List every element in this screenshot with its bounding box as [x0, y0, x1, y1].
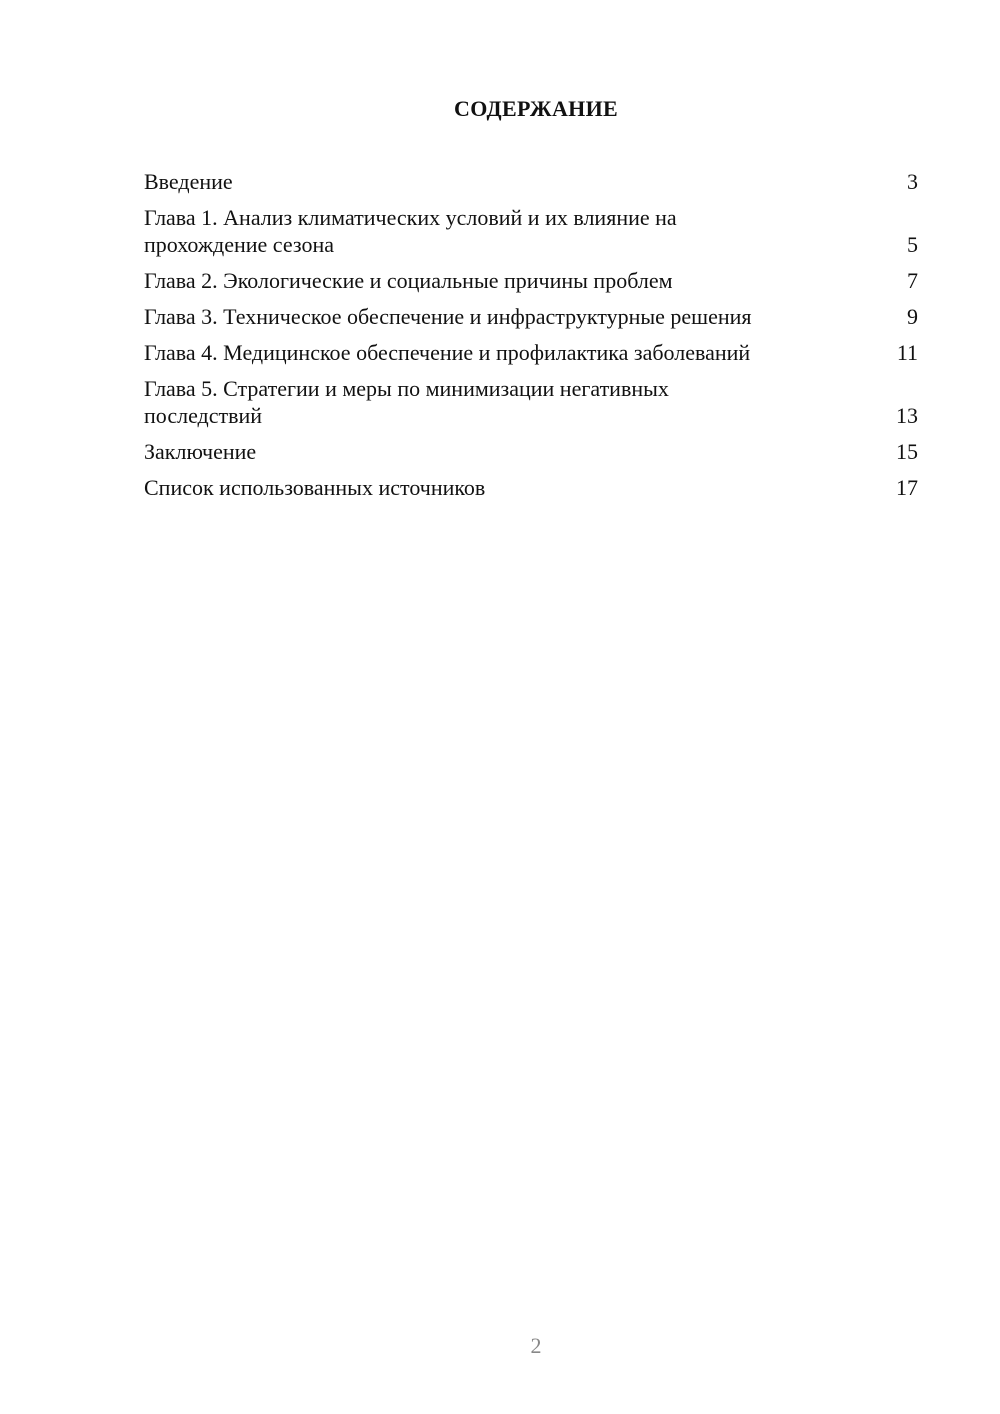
- toc-entry-title: Глава 1. Анализ климатических условий и их влияние на прохождение сезона: [144, 205, 677, 257]
- toc-entry-chapter-2[interactable]: [144, 267, 918, 294]
- toc-entry-title: Глава 4. Медицинское обеспечение и профилактика заболеваний: [144, 340, 751, 365]
- toc-entry-title: Заключение: [144, 439, 257, 464]
- toc-entry-title: Глава 5. Стратегии и меры по минимизации негативных последствий: [144, 376, 669, 428]
- toc-entry-page: 17: [896, 475, 918, 500]
- toc-entry-chapter-5[interactable]: [144, 375, 918, 429]
- toc-entry-page: 5: [907, 232, 918, 257]
- toc-entry-title: Введение: [144, 169, 233, 194]
- toc-entry-page: 11: [896, 340, 918, 365]
- page-number: 2: [530, 1333, 542, 1358]
- toc-entry-page: 13: [896, 403, 918, 428]
- toc-entry-chapter-3[interactable]: [144, 303, 918, 330]
- toc-entry-title: Список использованных источников: [144, 475, 486, 500]
- toc-entry-title: Глава 2. Экологические и социальные причины проблем: [144, 268, 673, 293]
- toc-entry-chapter-1[interactable]: [144, 204, 918, 258]
- toc-entry-page: 9: [907, 304, 918, 329]
- toc-entry-introduction[interactable]: [144, 168, 918, 195]
- page-title: СОДЕРЖАНИЕ: [454, 96, 618, 121]
- toc-entry-page: 15: [896, 439, 918, 464]
- toc-entry-title: Глава 3. Техническое обеспечение и инфраструктурные решения: [144, 304, 752, 329]
- toc-entry-conclusion[interactable]: [144, 438, 918, 465]
- table-of-contents: [144, 168, 918, 510]
- toc-entry-chapter-4[interactable]: [144, 339, 918, 366]
- toc-entry-references[interactable]: [144, 474, 918, 501]
- toc-entry-page: 3: [907, 169, 918, 194]
- toc-entry-page: 7: [907, 268, 918, 293]
